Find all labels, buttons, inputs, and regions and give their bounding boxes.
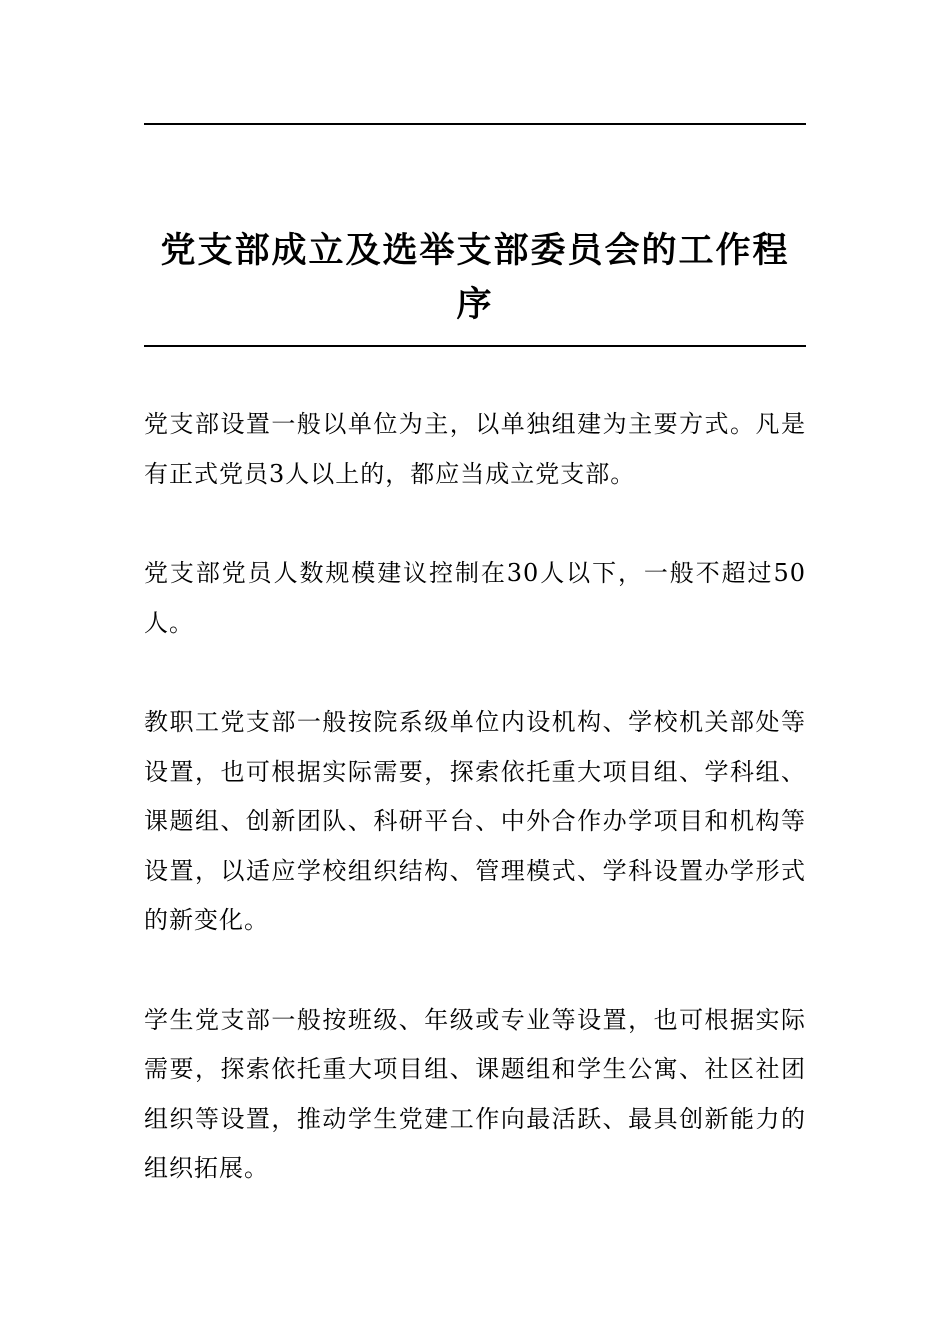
paragraph-1: 党支部设置一般以单位为主，以单独组建为主要方式。凡是有正式党员3人以上的，都应当成立党支部。 xyxy=(144,410,806,488)
document-title: 党支部成立及选举支部委员会的工作程序 xyxy=(160,230,790,325)
title-underline xyxy=(144,345,806,347)
header-rule xyxy=(144,123,806,125)
paragraph-4: 学生党支部一般按班级、年级或专业等设置，也可根据实际需要，探索依托重大项目组、课题组和学生公寓、社区社团组织等设置，推动学生党建工作向最活跃、最具创新能力的组织拓展。 xyxy=(144,1005,806,1182)
paragraph-3: 教职工党支部一般按院系级单位内设机构、学校机关部处等设置，也可根据实际需要，探索依托重大项目组、学科组、课题组、创新团队、科研平台、中外合作办学项目和机构等设置，以适应学校组织结构、管理模式、学科设置办学形式的新变化。 xyxy=(144,708,806,934)
document-body xyxy=(144,400,806,1244)
paragraph-2: 党支部党员人数规模建议控制在30人以下，一般不超过50人。 xyxy=(144,559,806,637)
